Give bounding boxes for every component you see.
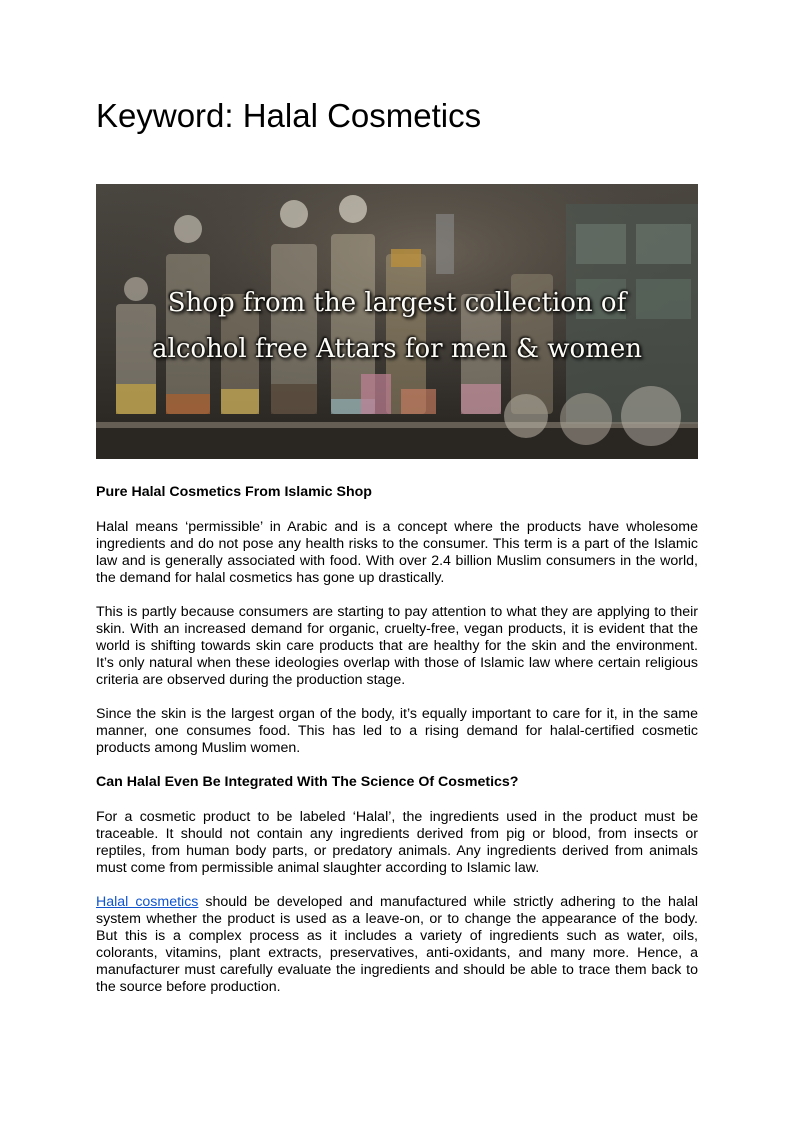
paragraph: This is partly because consumers are starting to pay attention to what they are applying to their skin. With an increased demand for organic, cruelty-free, vegan products, it is evident that the world is shifting towards skin care products that are healthy for the skin and the environment. It’s only natural when these ideologies overlap with those of Islamic law where certain religious criteria are observed during the production stage. [96,604,698,688]
paragraph: For a cosmetic product to be labeled ‘Halal’, the ingredients used in the product must be traceable. It should not contain any ingredients derived from pig or blood, from insects or reptiles, from human body parts, or predatory animals. Any ingredients derived from animals must come from permissible animal slaughter according to Islamic law. [96,809,698,876]
article-body [96,484,698,1013]
hero-banner-image [96,184,698,459]
hero-overlay-line1: Shop from the largest collection of [167,288,627,318]
paragraph: Halal means ‘permissible’ in Arabic and is a concept where the products have wholesome ingredients and do not pose any health risks to the consumer. This term is a part of the Islamic law and is generally associated with food. With over 2.4 billion Muslim consumers in the world, the demand for halal cosmetics has gone up drastically. [96,519,698,586]
paragraph: Since the skin is the largest organ of the body, it’s equally important to care for it, in the same manner, one consumes food. This has led to a rising demand for halal-certified cosmetic products among Muslim women. [96,706,698,756]
halal-cosmetics-link[interactable]: Halal cosmetics [96,894,199,910]
paragraph-with-link [96,894,698,996]
section-heading: Pure Halal Cosmetics From Islamic Shop [96,484,372,500]
hero-overlay-line2: alcohol free Attars for men & women [152,334,642,364]
paragraph-text: should be developed and manufactured while strictly adhering to the halal system whether the product is used as a leave-on, or to change the appearance of the body. But this is a complex process as it includes a variety of ingredients such as water, oils, colorants, vitamins, plant extracts, preservatives, anti-oxidants, and many more. Hence, a manufacturer must carefully evaluate the ingredients and should be able to trace them back to the source before production. [96,894,699,995]
hero-overlay-text [96,280,698,372]
section-heading: Can Halal Even Be Integrated With The Science Of Cosmetics? [96,774,519,790]
page-title: Keyword: Halal Cosmetics [96,97,482,134]
